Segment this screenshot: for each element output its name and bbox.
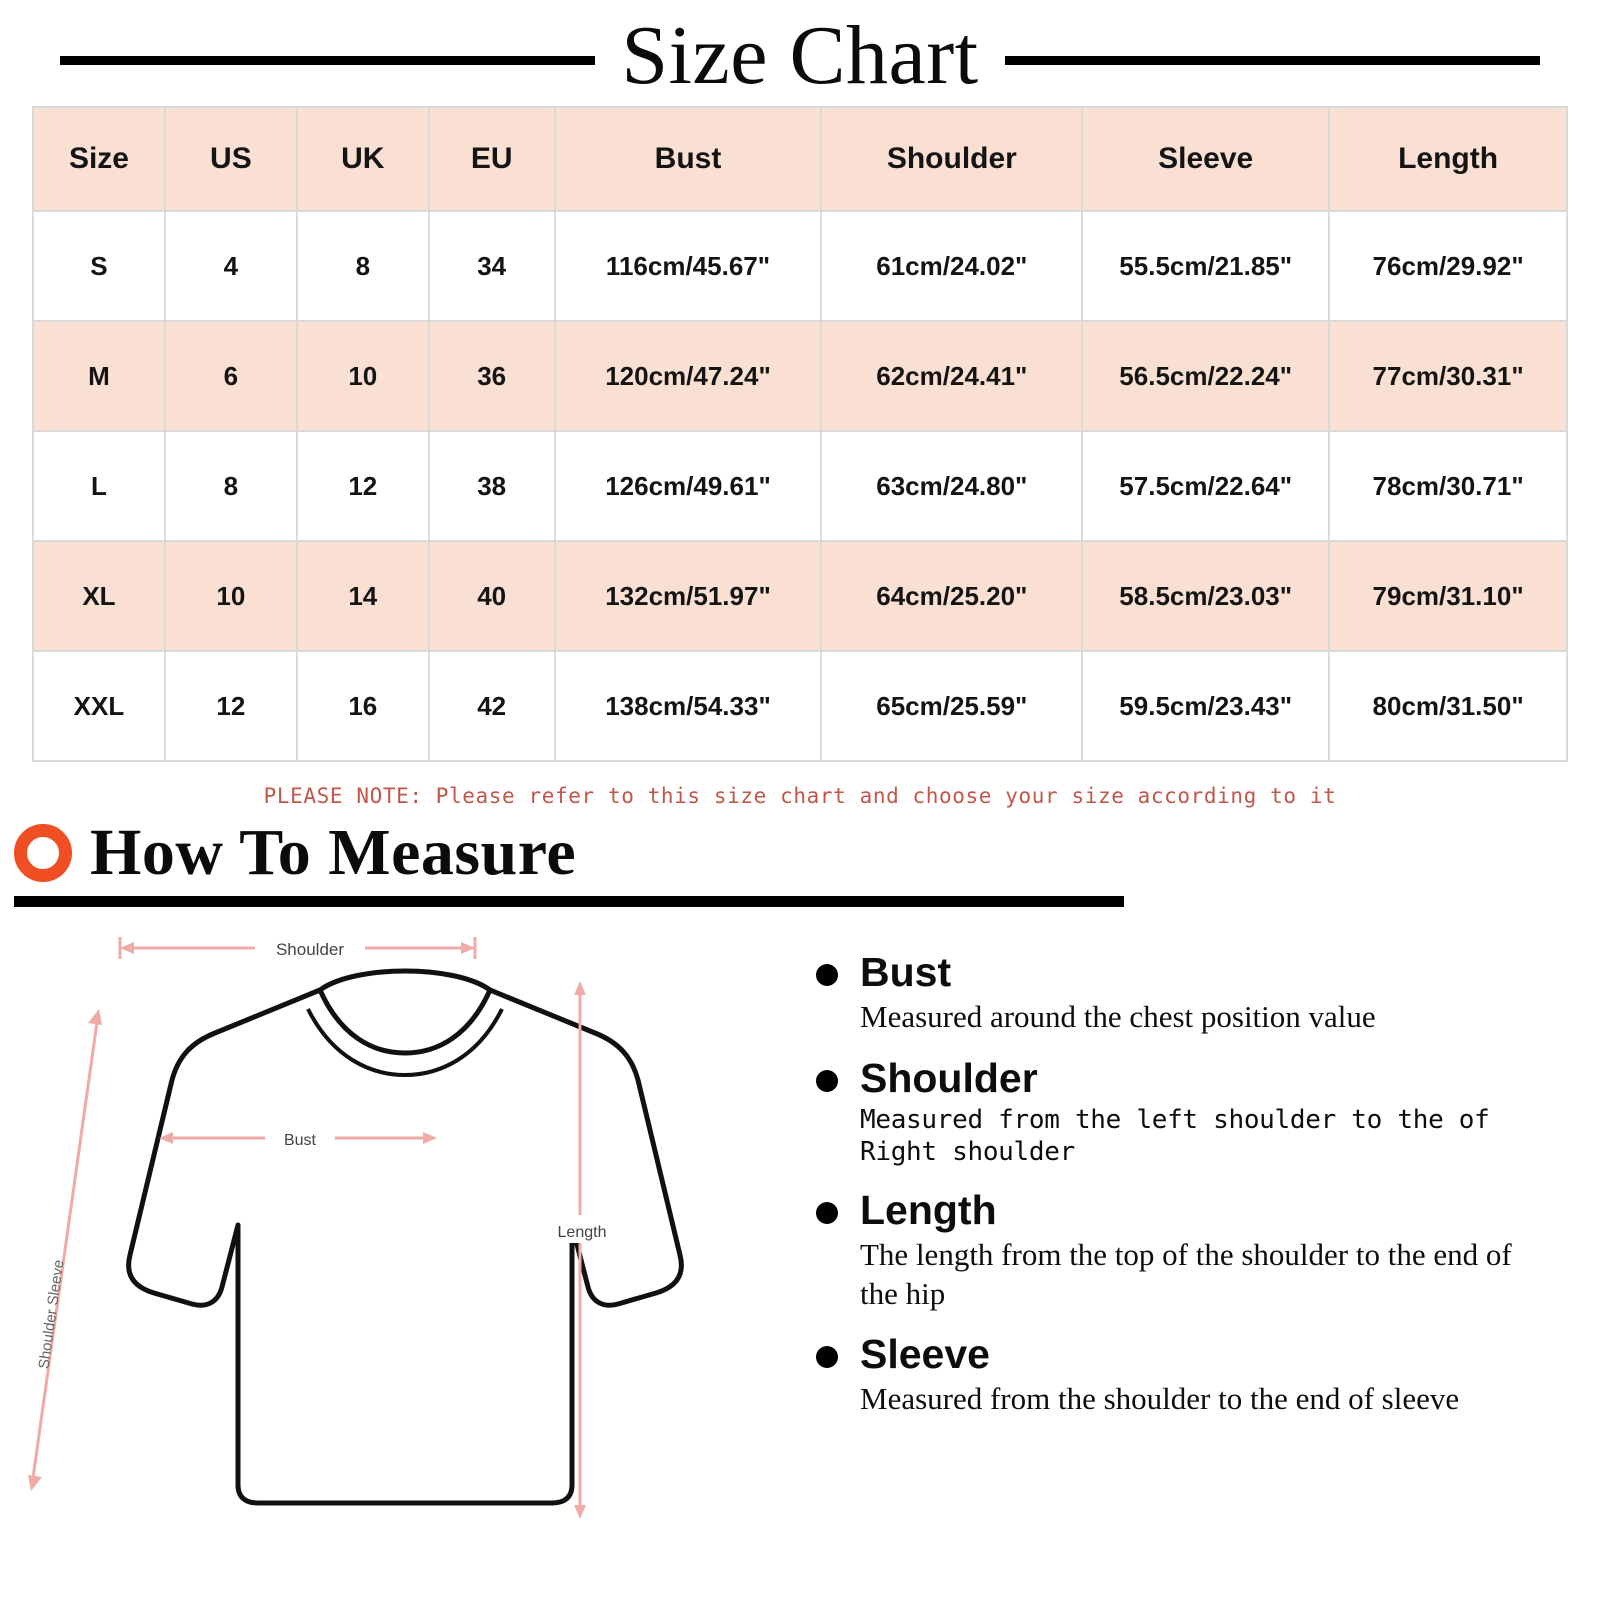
cell-eu: 36 <box>429 321 555 431</box>
size-table <box>32 106 1568 762</box>
column-header-uk: UK <box>297 107 429 211</box>
cell-us: 6 <box>165 321 297 431</box>
column-header-length: Length <box>1329 107 1567 211</box>
cell-eu: 38 <box>429 431 555 541</box>
cell-shoulder: 61cm/24.02" <box>821 211 1082 321</box>
title-rule-left <box>60 56 595 65</box>
cell-eu: 42 <box>429 651 555 761</box>
diagram-label-bust: Bust <box>283 1132 317 1149</box>
column-header-eu: EU <box>429 107 555 211</box>
garment-svg <box>20 925 790 1525</box>
column-header-size: Size <box>33 107 165 211</box>
cell-sleeve: 59.5cm/23.43" <box>1082 651 1329 761</box>
column-header-shoulder: Shoulder <box>821 107 1082 211</box>
definition-shoulder <box>808 1054 1580 1169</box>
table-row <box>33 211 1567 321</box>
cell-us: 4 <box>165 211 297 321</box>
cell-uk: 14 <box>297 541 429 651</box>
cell-bust: 138cm/54.33" <box>555 651 822 761</box>
cell-length: 78cm/30.71" <box>1329 431 1567 541</box>
cell-shoulder: 63cm/24.80" <box>821 431 1082 541</box>
bullet-icon <box>816 1202 838 1224</box>
definition-term: Sleeve <box>860 1331 990 1378</box>
bullet-icon <box>816 964 838 986</box>
size-table-container <box>0 106 1600 762</box>
cell-length: 79cm/31.10" <box>1329 541 1567 651</box>
cell-size: L <box>33 431 165 541</box>
column-header-us: US <box>165 107 297 211</box>
cell-sleeve: 58.5cm/23.03" <box>1082 541 1329 651</box>
ring-icon <box>14 824 72 882</box>
cell-uk: 10 <box>297 321 429 431</box>
bullet-icon <box>816 1070 838 1092</box>
cell-size: M <box>33 321 165 431</box>
cell-sleeve: 55.5cm/21.85" <box>1082 211 1329 321</box>
bullet-icon <box>816 1346 838 1368</box>
measure-definitions <box>790 925 1580 1517</box>
how-to-measure-body <box>0 907 1600 1517</box>
cell-shoulder: 65cm/25.59" <box>821 651 1082 761</box>
title-rule-right <box>1005 56 1540 65</box>
definition-term: Shoulder <box>860 1054 1038 1101</box>
cell-bust: 126cm/49.61" <box>555 431 822 541</box>
cell-shoulder: 64cm/25.20" <box>821 541 1082 651</box>
column-header-bust: Bust <box>555 107 822 211</box>
cell-length: 77cm/30.31" <box>1329 321 1567 431</box>
cell-shoulder: 62cm/24.41" <box>821 321 1082 431</box>
diagram-label-shoulder: Shoulder <box>275 940 345 959</box>
page-title-text: Size Chart <box>621 9 979 102</box>
how-to-measure-heading <box>0 816 1600 889</box>
cell-length: 80cm/31.50" <box>1329 651 1567 761</box>
garment-diagram <box>20 925 790 1525</box>
definition-length <box>808 1186 1580 1314</box>
cell-size: XXL <box>33 651 165 761</box>
how-to-measure-title: How To Measure <box>90 816 577 889</box>
cell-uk: 16 <box>297 651 429 761</box>
table-row <box>33 541 1567 651</box>
cell-uk: 8 <box>297 211 429 321</box>
table-row <box>33 431 1567 541</box>
cell-uk: 12 <box>297 431 429 541</box>
cell-us: 12 <box>165 651 297 761</box>
column-header-sleeve: Sleeve <box>1082 107 1329 211</box>
cell-bust: 116cm/45.67" <box>555 211 822 321</box>
table-row <box>33 651 1567 761</box>
cell-length: 76cm/29.92" <box>1329 211 1567 321</box>
cell-eu: 34 <box>429 211 555 321</box>
definition-sleeve <box>808 1333 1580 1419</box>
diagram-label-shoulder-sleeve: Shoulder Sleeve <box>35 1258 68 1371</box>
page-title <box>0 0 1600 106</box>
cell-size: XL <box>33 541 165 651</box>
diagram-label-length: Length <box>557 1224 607 1241</box>
table-row <box>33 321 1567 431</box>
definition-desc: Measured around the chest position value <box>860 999 1376 1035</box>
definition-term: Length <box>860 1186 997 1233</box>
cell-size: S <box>33 211 165 321</box>
cell-eu: 40 <box>429 541 555 651</box>
cell-sleeve: 56.5cm/22.24" <box>1082 321 1329 431</box>
cell-sleeve: 57.5cm/22.64" <box>1082 431 1329 541</box>
cell-bust: 120cm/47.24" <box>555 321 822 431</box>
how-to-measure-rule <box>14 896 1124 907</box>
table-header-row <box>33 107 1567 211</box>
definition-term: Bust <box>860 949 952 995</box>
size-chart-note: PLEASE NOTE: Please refer to this size chart and choose your size according to it <box>263 784 1337 808</box>
definition-desc: Measured from the left shoulder to the of Right shoulder <box>860 1104 1490 1168</box>
cell-us: 8 <box>165 431 297 541</box>
definition-bust <box>808 951 1580 1037</box>
cell-us: 10 <box>165 541 297 651</box>
definition-desc: Measured from the shoulder to the end of sleeve <box>860 1381 1460 1417</box>
cell-bust: 132cm/51.97" <box>555 541 822 651</box>
definition-desc: The length from the top of the shoulder to the end of the hip <box>860 1236 1512 1311</box>
